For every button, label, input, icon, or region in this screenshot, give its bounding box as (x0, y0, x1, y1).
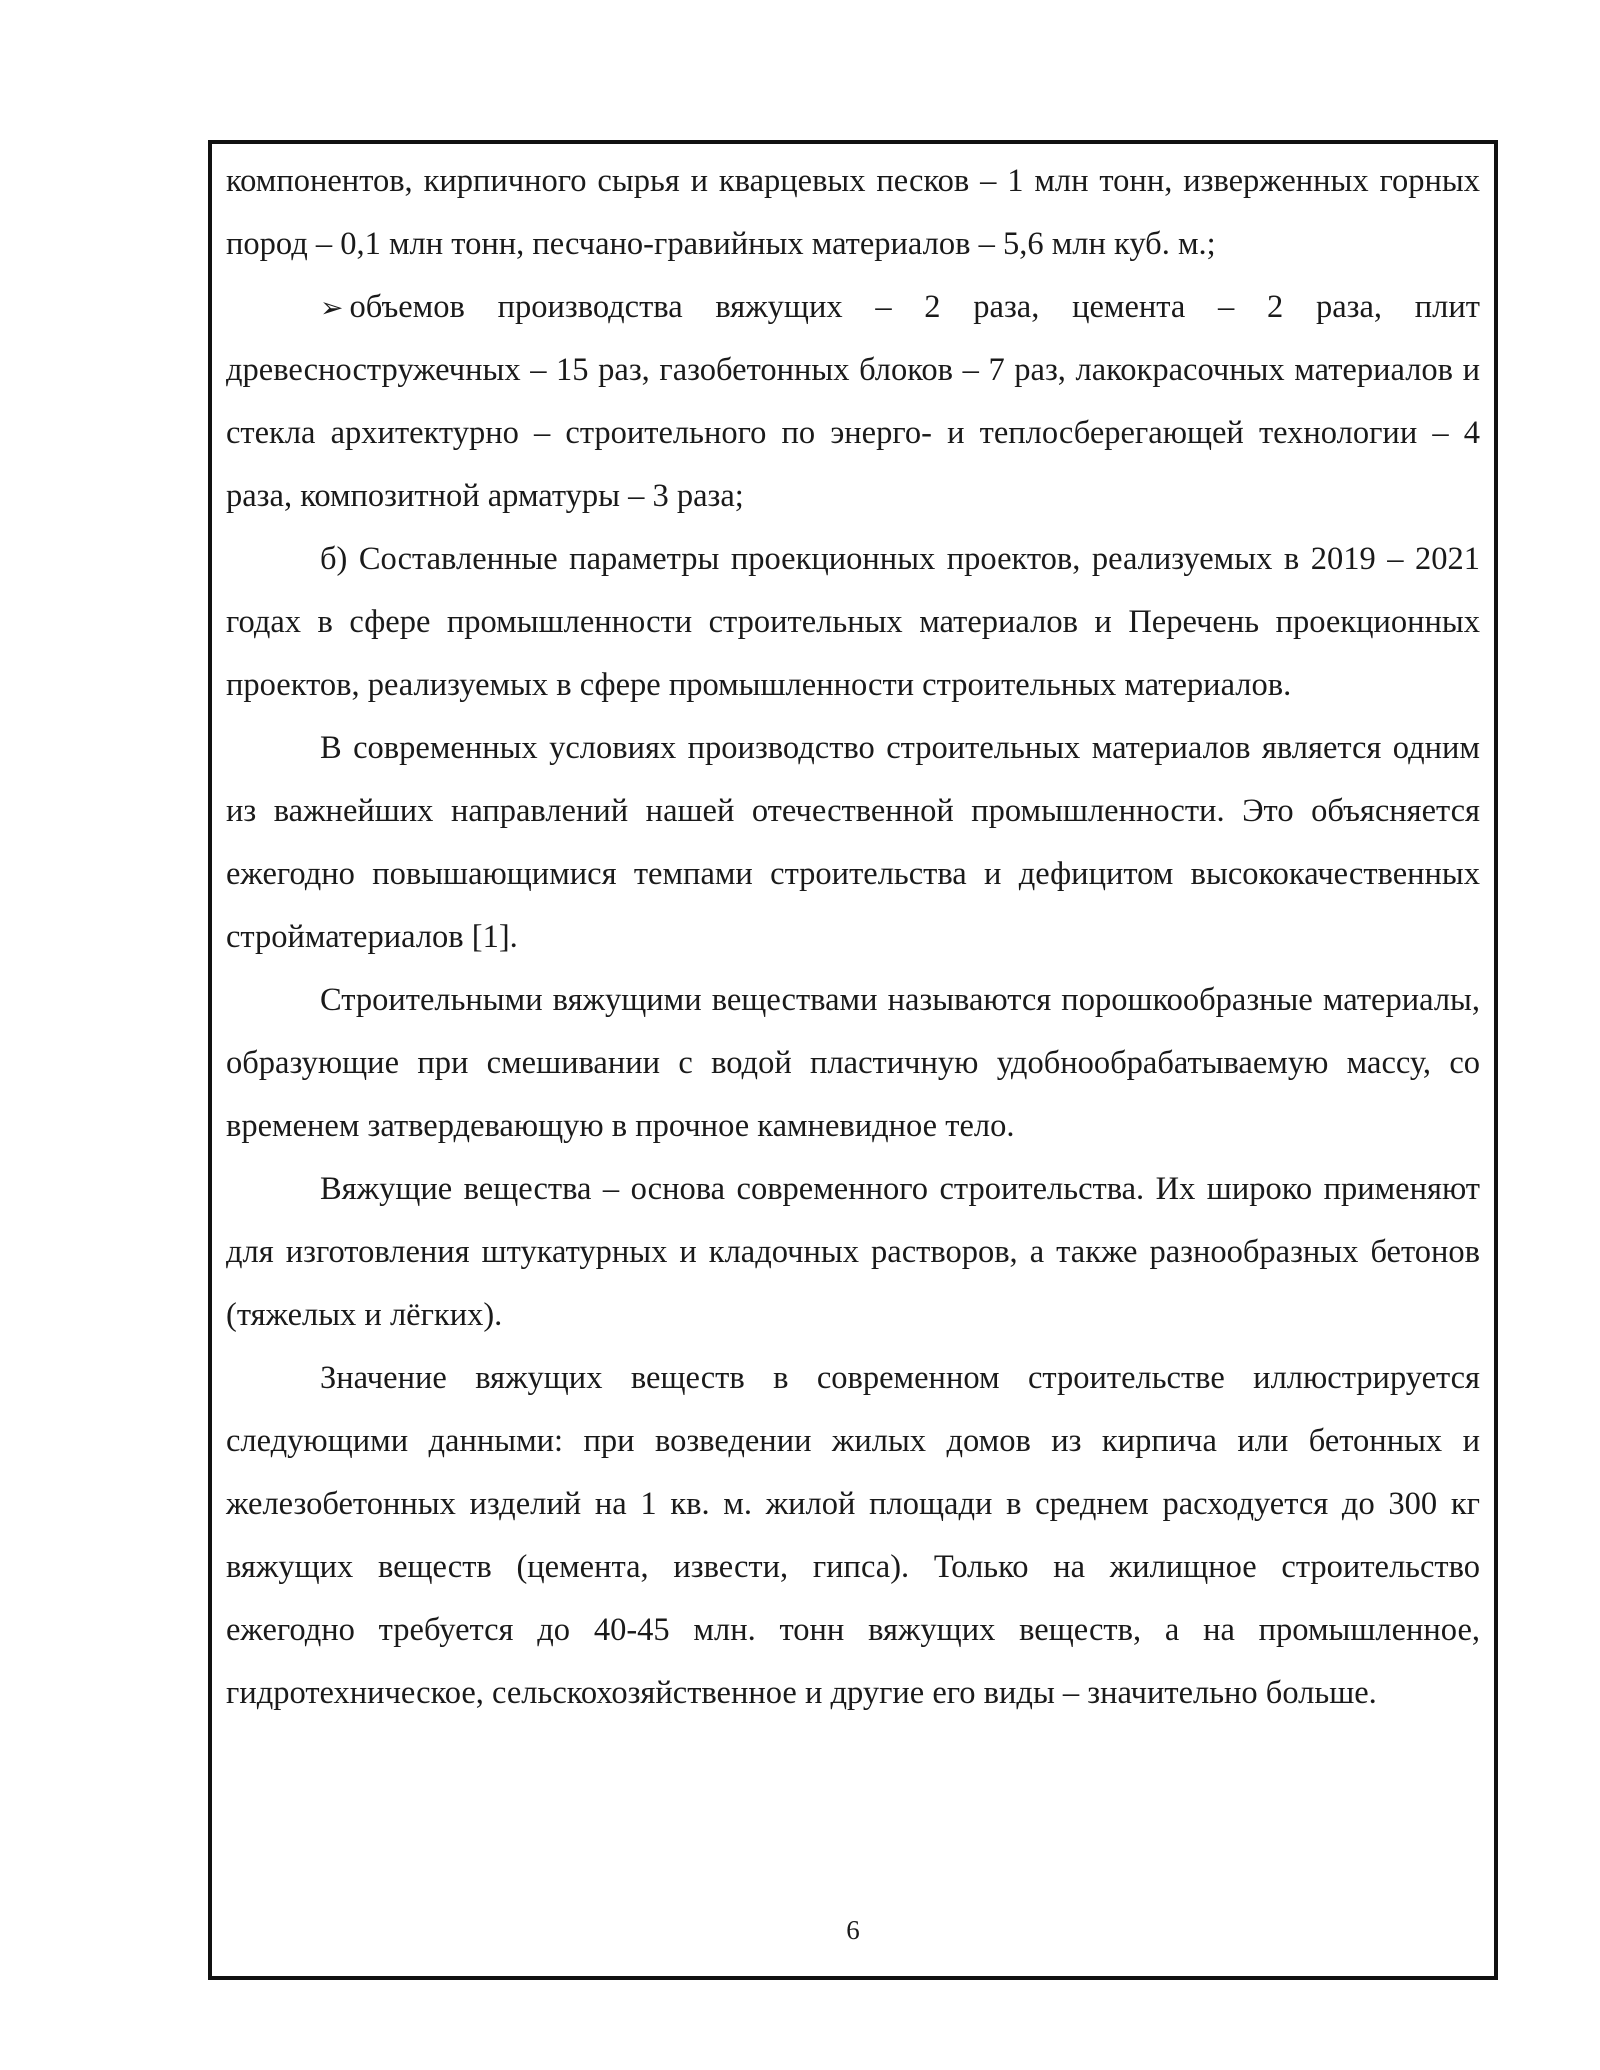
paragraph-binders-importance: Значение вяжущих веществ в современном строительстве иллюстрируется следующими данными: при возведении жилых домов из кирпича или бетонных и железобетонных изделий на 1 кв. м. жилой площади в среднем расходуется до 300 кг вяжущих веществ (цемента, извести, гипса). Только на жилищное строительство ежегодно требуется до 40-45 млн. тонн вяжущих веществ, а на промышленное, гидротехническое, сельскохозяйственное и другие его виды – значительно больше. (226, 1360, 1480, 1711)
bullet-item-text: объемов производства вяжущих – 2 раза, цемента – 2 раза, плит древесностружечных – 15 раз, газобетонных блоков – 7 раз, лакокрасочных материалов и стекла архитектурно – строительного по энерго- и теплосберегающей технологии – 4 раза, композитной арматуры – 3 раза; (226, 289, 1480, 514)
arrowhead-bullet-icon: ➢ (320, 291, 344, 324)
document-body (226, 150, 1480, 1725)
bullet-item (226, 276, 1480, 528)
paragraph-projects: б) Составленные параметры проекционных проектов, реализуемых в 2019 – 2021 годах в сфере промышленности строительных материалов и Перечень проекционных проектов, реализуемых в сфере промышленности строительных материалов. (226, 541, 1480, 703)
page-number: 6 (846, 1915, 860, 1945)
paragraph-modern-conditions: В современных условиях производство строительных материалов является одним из важнейших направлений нашей отечественной промышленности. Это объясняется ежегодно повышающимися темпами строительства и дефицитом высококачественных стройматериалов [1]. (226, 730, 1480, 955)
paragraph-binders-definition: Строительными вяжущими веществами называются порошкообразные материалы, образующие при смешивании с водой пластичную удобнообрабатываемую массу, со временем затвердевающую в прочное камневидное тело. (226, 982, 1480, 1144)
page-frame (208, 140, 1498, 1980)
paragraph-continuation: компонентов, кирпичного сырья и кварцевых песков – 1 млн тонн, изверженных горных пород – 0,1 млн тонн, песчано-гравийных материалов – 5,6 млн куб. м.; (226, 163, 1480, 262)
paragraph-binders-basis: Вяжущие вещества – основа современного строительства. Их широко применяют для изготовления штукатурных и кладочных растворов, а также разнообразных бетонов (тяжелых и лёгких). (226, 1171, 1480, 1333)
